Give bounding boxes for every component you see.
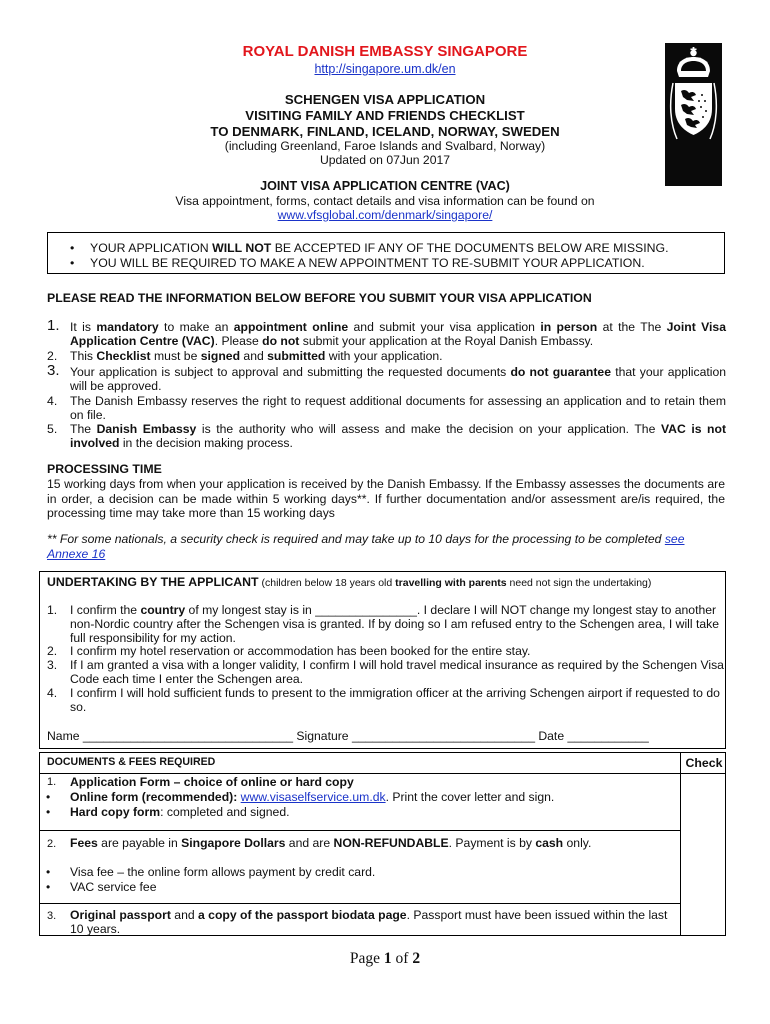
bullet-icon: •: [46, 880, 51, 894]
undertaking-item-1: I confirm the country of my longest stay is in _______________. I declare I will NOT change my longest stay to another non-Nordic country after the Schengen visa is granted. If by doing so I am refused entry to the Schengen area, I will take full responsibility for my action.: [70, 603, 720, 645]
please-read-heading: PLEASE READ THE INFORMATION BELOW BEFORE YOU SUBMIT YOUR VISA APPLICATION: [47, 291, 592, 305]
undertaking-item-4: I confirm I will hold sufficient funds to present to the immigration officer at the arriving Schengen airport if requested to do so.: [70, 686, 720, 714]
embassy-url[interactable]: [0, 62, 770, 76]
bullet-icon: •: [46, 790, 51, 804]
signature-line[interactable]: Name _______________________________ Signature ___________________________ Date ____________: [47, 729, 649, 743]
bullet-icon: •: [46, 865, 51, 879]
undertaking-number-3: 3.: [47, 658, 58, 672]
doc-item-1-hardcopy: Hard copy form: completed and signed.: [70, 805, 290, 819]
doc-title-line3: TO DENMARK, FINLAND, ICELAND, NORWAY, SWEDEN: [210, 124, 560, 139]
info-number-1: 1.: [47, 317, 60, 334]
row-divider: [39, 903, 680, 904]
doc-item-2-fees: Fees are payable in Singapore Dollars and are NON-REFUNDABLE. Payment is by cash only.: [70, 836, 592, 850]
processing-text: 15 working days from when your application is received by the Danish Embassy. If the Embassy assesses the documents are in order, a decision can be made within 5 working days**. If further documentation and/or assessment are/is required, the processing time may take more than 15 working days: [47, 477, 725, 520]
row-divider: [39, 830, 680, 831]
undertaking-number-1: 1.: [47, 603, 58, 617]
vac-info: Visa appointment, forms, contact details and visa information can be found on: [175, 194, 595, 208]
embassy-title: ROYAL DANISH EMBASSY SINGAPORE: [242, 43, 528, 60]
warning-box: [47, 232, 725, 274]
security-note: ** For some nationals, a security check is required and may take up to 10 days for the processing to be completed see Annexe 16: [47, 532, 685, 561]
doc-title-line1: SCHENGEN VISA APPLICATION: [284, 92, 486, 107]
updated-date: Updated on 07Jun 2017: [319, 153, 451, 167]
undertaking-item-3: If I am granted a visa with a longer validity, I confirm I will hold travel medical insurance as required by the Schengen Visa Code each time I enter the Schengen area.: [70, 658, 724, 686]
bullet-icon: •: [70, 241, 75, 255]
check-column-divider: [680, 752, 681, 936]
doc-number-1: 1.: [47, 776, 57, 788]
warning-text-1: YOUR APPLICATION WILL NOT BE ACCEPTED IF ANY OF THE DOCUMENTS BELOW ARE MISSING.: [90, 241, 669, 255]
doc-item-2-vac-fee: VAC service fee: [70, 880, 157, 894]
info-number-2: 2.: [47, 349, 58, 363]
bullet-icon: •: [70, 256, 75, 270]
doc-item-1-online: Online form (recommended): www.visaselfservice.um.dk. Print the cover letter and sign.: [70, 790, 555, 804]
bullet-icon: •: [46, 805, 51, 819]
undertaking-heading: UNDERTAKING BY THE APPLICANT (children below 18 years old travelling with parents need not sign the undertaking): [47, 575, 652, 589]
info-item-3: Your application is subject to approval and submitting the requested documents do not guarantee that your application will be approved.: [70, 365, 727, 393]
info-item-5: The Danish Embassy is the authority who will assess and make the decision on your application. The VAC is not involved in the decision making process.: [70, 422, 727, 450]
info-number-4: 4.: [47, 394, 58, 408]
row-divider: [39, 773, 726, 774]
doc-item-1-title: Application Form – choice of online or hard copy: [70, 775, 354, 789]
info-item-1: It is mandatory to make an appointment online and submit your visa application in person at the The Joint Visa Application Centre (VAC). Please do not submit your application at the Royal Danish Embassy.: [70, 320, 726, 348]
royal-crest-icon: [665, 43, 722, 186]
doc-item-2-visa-fee: Visa fee – the online form allows payment by credit card.: [70, 865, 376, 879]
info-number-5: 5.: [47, 422, 58, 436]
crest-svg: [665, 43, 722, 186]
including-note: (including Greenland, Faroe Islands and Svalbard, Norway): [224, 139, 546, 153]
vac-link-anchor[interactable]: www.vfsglobal.com/denmark/singapore/: [277, 208, 493, 222]
documents-heading: DOCUMENTS & FEES REQUIRED: [47, 756, 216, 768]
embassy-url-link[interactable]: http://singapore.um.dk/en: [314, 62, 456, 76]
info-item-4: The Danish Embassy reserves the right to request additional documents for assessing an application and to retain them on file.: [70, 394, 726, 422]
check-column-header: Check: [685, 756, 723, 770]
annexe-link[interactable]: see Annexe 16: [47, 532, 685, 561]
page-number: Page 1 of 2: [349, 950, 421, 967]
processing-heading: PROCESSING TIME: [47, 462, 162, 476]
info-number-3: 3.: [47, 362, 60, 379]
visaselfservice-link[interactable]: www.visaselfservice.um.dk: [240, 790, 386, 804]
vac-link[interactable]: [0, 208, 770, 222]
doc-title-line2: VISITING FAMILY AND FRIENDS CHECKLIST: [245, 108, 525, 123]
vac-title: JOINT VISA APPLICATION CENTRE (VAC): [260, 179, 510, 193]
warning-text-2: YOU WILL BE REQUIRED TO MAKE A NEW APPOINTMENT TO RE-SUBMIT YOUR APPLICATION.: [90, 256, 645, 270]
doc-number-2: 2.: [47, 838, 57, 850]
doc-item-3-passport: Original passport and a copy of the passport biodata page. Passport must have been issued within the last 10 years.: [70, 908, 668, 936]
doc-number-3: 3.: [47, 910, 57, 922]
undertaking-number-4: 4.: [47, 686, 58, 700]
info-item-2: This Checklist must be signed and submitted with your application.: [70, 349, 443, 363]
undertaking-number-2: 2.: [47, 644, 58, 658]
undertaking-item-2: I confirm my hotel reservation or accommodation has been booked for the entire stay.: [70, 644, 531, 658]
